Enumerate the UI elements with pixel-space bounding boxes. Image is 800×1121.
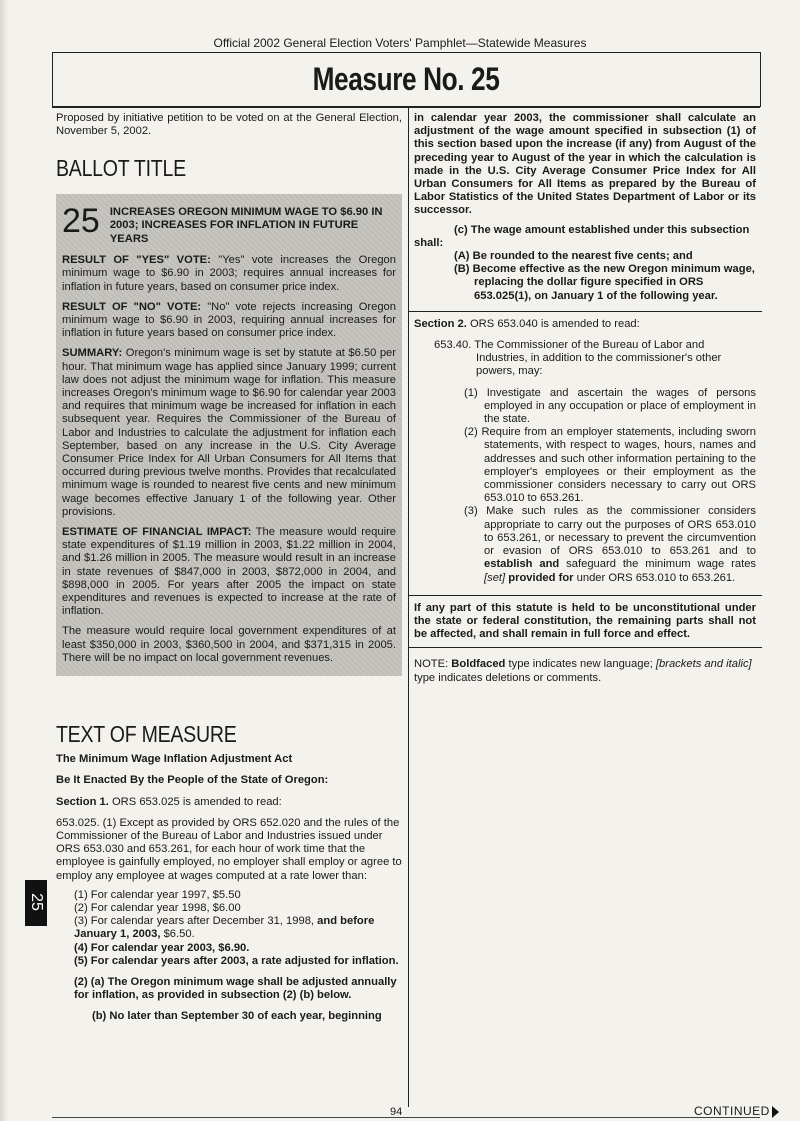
enacted-clause: Be It Enacted By the People of the State of Oregon: <box>56 774 329 787</box>
continued-indicator <box>694 1104 779 1118</box>
paragraph-2c-a: (A) Be rounded to the nearest five cents; and <box>454 250 693 263</box>
section-1-label: Section 1. <box>56 795 109 808</box>
no-vote-text: "No" vote rejects increasing Oregon minimum wage to $6.90 in 2003, requiring annual increases for inflation in future years based on consumer price index. <box>62 300 397 340</box>
section-2-label: Section 2. <box>414 317 467 330</box>
ballot-caption: INCREASES OREGON MINIMUM WAGE TO $6.90 IN 2003; INCREASES FOR INFLATION IN FUTURE YEARS <box>109 205 383 245</box>
summary-label: SUMMARY: <box>62 347 123 360</box>
wage-1998: (2) For calendar year 1998, $6.00 <box>74 902 241 915</box>
ballot-title-box <box>56 194 402 676</box>
yes-vote-label: RESULT OF "YES" VOTE: <box>62 254 211 267</box>
measure-title: Measure No. 25 <box>312 61 500 97</box>
paragraph-2c-b: (B) Become effective as the new Oregon minimum wage, replacing the dollar figure specified in ORS 653.025(1), on January 1 of the following year. <box>454 263 755 302</box>
continued-label: CONTINUED <box>694 1104 770 1118</box>
note-italic: [brackets and italic] <box>655 658 752 671</box>
proposed-text: Proposed by initiative petition to be voted on at the General Election, November 5, 2002. <box>56 112 402 138</box>
financial-impact-label: ESTIMATE OF FINANCIAL IMPACT: <box>62 525 252 538</box>
act-title: The Minimum Wage Inflation Adjustment Act <box>56 753 293 766</box>
ballot-title-heading: BALLOT TITLE <box>56 155 186 182</box>
side-tab-label: 25 <box>27 893 45 911</box>
note-label: NOTE: <box>414 658 449 671</box>
title-frame-bottom <box>52 106 760 108</box>
wage-after-1998-bold: and before January 1, 2003, <box>74 915 375 941</box>
wage-2003: (4) For calendar year 2003, $6.90. <box>74 941 250 954</box>
note <box>414 658 756 684</box>
local-impact-text: The measure would require local government expenditures of at least $350,000 in 2003, $360,500 in 2004, and $371,315 in 2005. There will be no impact on local government revenues. <box>62 625 396 664</box>
item-3-bold1: establish and <box>484 558 560 571</box>
bottom-rule <box>52 1117 760 1118</box>
wage-1997: (1) For calendar year 1997, $5.50 <box>74 888 241 901</box>
ballot-caption-row <box>62 202 396 247</box>
item-3-bold2: provided for <box>508 571 574 584</box>
summary-text: Oregon's minimum wage is set by statute at $6.50 per hour. That minimum wage has applied since January 1999; current law does not adjust the minimum wage for inflation. This measure increases Oregon's minimum wage to $6.90 for calendar year 2003 and requires that minimum wage be increased for inflation in each subsequent year. Requires the Commissioner of the Bureau of Labor and Industries to calculate the adjustment for inflation each September, based on any increase in the U.S. City Average Consumer Price Index for All Urban Consumers for All Items that occurred during previous twelve months. Provides that recalculated minimum wage is rounded to nearest five cents and new minimum wage becomes effective January 1 of the following year. Other provisions. <box>62 347 396 518</box>
left-column <box>56 112 402 1024</box>
wage-after-1998-start: (3) For calendar years after December 31, 1998, <box>74 915 315 928</box>
yes-vote-result <box>62 254 396 294</box>
severability-clause: If any part of this statute is held to be unconstitutional under the state or federal constitution, the remaining parts shall not be affected, and shall remain in full force and effect. <box>414 601 756 641</box>
yes-vote-text: "Yes" vote increases the Oregon minimum wage to $6.90 in 2003; requires annual increases for inflation in future years, based on consumer price index. <box>62 254 396 293</box>
section-1-text: ORS 653.025 is amended to read: <box>111 795 282 808</box>
item-3-start: (3) Make such rules as the commissioner considers appropriate to carry out the purposes of ORS 653.010 to 653.261, or necessary to prevent the circumvention or evasion of ORS 653.010 to 653.261 and to <box>464 505 756 558</box>
wage-after-2003: (5) For calendar years after 2003, a rate adjusted for inflation. <box>74 954 399 967</box>
continued-arrow-icon <box>772 1106 779 1118</box>
financial-impact <box>62 526 396 618</box>
section-2-text: ORS 653.040 is amended to read: <box>469 317 640 330</box>
title-frame-top <box>52 52 760 53</box>
wage-schedule <box>74 889 402 968</box>
paragraph-2b-continued: in calendar year 2003, the commissioner shall calculate an adjustment of the wage amount specified in subsection (1) of this section based upon the increase (if any) from August of the preceding year to August of the year in which the calculation is made in the U.S. City Average Consumer Price Index for All Urban Consumers for All Items as prepared by the Bureau of Labor Statistics of the United States Department of Labor or its successor. <box>414 112 756 217</box>
section-1 <box>56 796 402 809</box>
summary <box>62 347 396 519</box>
wage-after-1998-end: $6.50. <box>163 928 195 941</box>
note-end: type indicates deletions or comments. <box>414 671 602 684</box>
right-column <box>414 112 756 685</box>
title-frame-right <box>760 52 761 107</box>
note-bold: Boldfaced <box>451 658 506 671</box>
pamphlet-header: Official 2002 General Election Voters' Pamphlet—Statewide Measures <box>213 36 587 50</box>
paragraph-2a: (2) (a) The Oregon minimum wage shall be adjusted annually for inflation, as provided in subsection (2) (b) below. <box>74 976 397 1002</box>
item-3 <box>414 505 756 584</box>
no-vote-result <box>62 301 396 341</box>
item-3-end: under ORS 653.010 to 653.261. <box>576 571 736 584</box>
item-3-italic: [set] <box>484 571 506 584</box>
page-number: 94 <box>390 1106 403 1118</box>
side-tab-measure-number <box>25 880 47 926</box>
item-3-mid: safeguard the minimum wage rates <box>566 558 757 571</box>
text-of-measure-heading: TEXT OF MEASURE <box>56 721 237 747</box>
item-1: (1) Investigate and ascertain the wages of persons employed in any occupation or place of employment in the state. <box>464 386 756 426</box>
note-mid: type indicates new language; <box>508 658 653 671</box>
ors-653-025: 653.025. (1) Except as provided by ORS 652.020 and the rules of the Commissioner of the Bureau of Labor and Industries issued under ORS 653.030 and 653.261, for each hour of work time that the employee is gainfully employed, no employer shall employ or agree to employ any employee at wages computed at a rate lower than: <box>56 816 402 882</box>
severability-block <box>408 595 762 649</box>
paragraph-2c: (c) The wage amount established under this subsection shall: <box>414 223 750 249</box>
title-frame-left <box>52 52 53 107</box>
section-2-block <box>408 311 762 585</box>
no-vote-label: RESULT OF "NO" VOTE: <box>62 300 202 313</box>
ballot-number: 25 <box>62 201 100 240</box>
section-2 <box>414 318 756 331</box>
ors-653-040: 653.40. The Commissioner of the Bureau of Labor and Industries, in addition to the commissioner's other powers, may: <box>434 339 722 378</box>
item-2: (2) Require from an employer statements, including sworn statements, with respect to wages, hours, names and addresses and such other information pertaining to the employer's employees or their employment as the commissioner considers necessary to carry out ORS 653.010 to 653.261. <box>464 426 756 505</box>
wage-after-1998 <box>74 915 402 941</box>
paragraph-2b: (b) No later than September 30 of each year, beginning <box>92 1010 382 1023</box>
financial-impact-text: The measure would require state expenditures of $1.19 million in 2003, $1.22 million in 2004, and $1.26 million in 2005. The measure would result in an increase in state revenues of $847,000 in 2003, $872,000 in 2004, and $898,000 in 2005. For years after 2005 the impact on state expenditures and revenues is expected to increase at the rate of inflation. <box>62 525 397 618</box>
page-edge-shadow <box>0 0 8 1121</box>
